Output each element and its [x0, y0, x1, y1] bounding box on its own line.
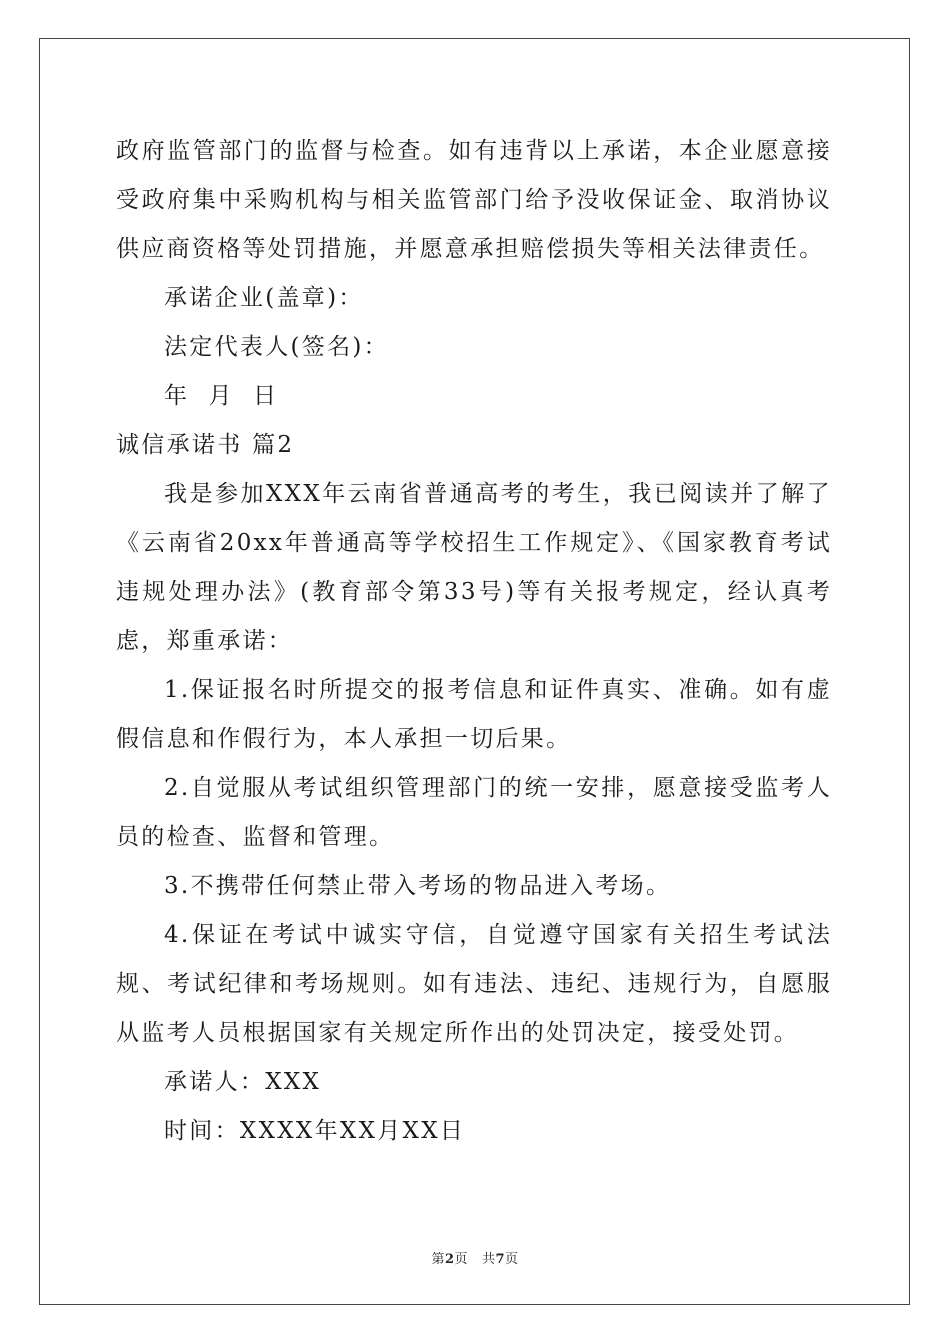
footer-page-number: 2	[444, 1252, 455, 1267]
pledge-item-4: 4.保证在考试中诚实守信，自觉遵守国家有关招生考试法规、考试纪律和考场规则。如有违法、违纪、违规行为，自愿服从监考人员根据国家有关规定所作出的处罚决定，接受处罚。	[116, 922, 832, 1046]
footer-page-prefix: 第	[431, 1252, 445, 1267]
paragraph-continuation: 政府监管部门的监督与检查。如有违背以上承诺，本企业愿意接受政府集中采购机构与相关监管部门给予没收保证金、取消协议供应商资格等处罚措施，并愿意承担赔偿损失等相关法律责任。	[116, 138, 832, 262]
signature-representative-line: 法定代表人(签名)：	[164, 334, 389, 360]
footer-total-pages: 7	[495, 1252, 506, 1267]
signature-pledger-line: 承诺人：XXX	[164, 1069, 322, 1095]
pledge-item-3: 3.不携带任何禁止带入考场的物品进入考场。	[164, 873, 672, 899]
signature-time-line: 时间：XXXX年XX月XX日	[164, 1118, 466, 1144]
footer-total-suffix: 页	[505, 1252, 519, 1267]
page-footer	[0, 1248, 950, 1267]
signature-company-line: 承诺企业(盖章)：	[164, 285, 364, 311]
pledge-item-1: 1.保证报名时所提交的报考信息和证件真实、准确。如有虚假信息和作假行为，本人承担一切后果。	[116, 677, 832, 752]
paragraph-intro: 我是参加XXX年云南省普通高考的考生，我已阅读并了解了《云南省20xx年普通高等学校招生工作规定》、《国家教育考试违规处理办法》(教育部令第33号)等有关报考规定，经认真考虑，郑重承诺：	[116, 481, 832, 654]
footer-page-suffix: 页	[454, 1252, 469, 1267]
section-heading: 诚信承诺书 篇2	[116, 432, 295, 458]
footer-total-prefix: 共	[481, 1252, 496, 1267]
signature-date-line: 年 月 日	[164, 383, 279, 409]
pledge-item-2: 2.自觉服从考试组织管理部门的统一安排，愿意接受监考人员的检查、监督和管理。	[116, 775, 832, 850]
document-body	[116, 127, 832, 1156]
